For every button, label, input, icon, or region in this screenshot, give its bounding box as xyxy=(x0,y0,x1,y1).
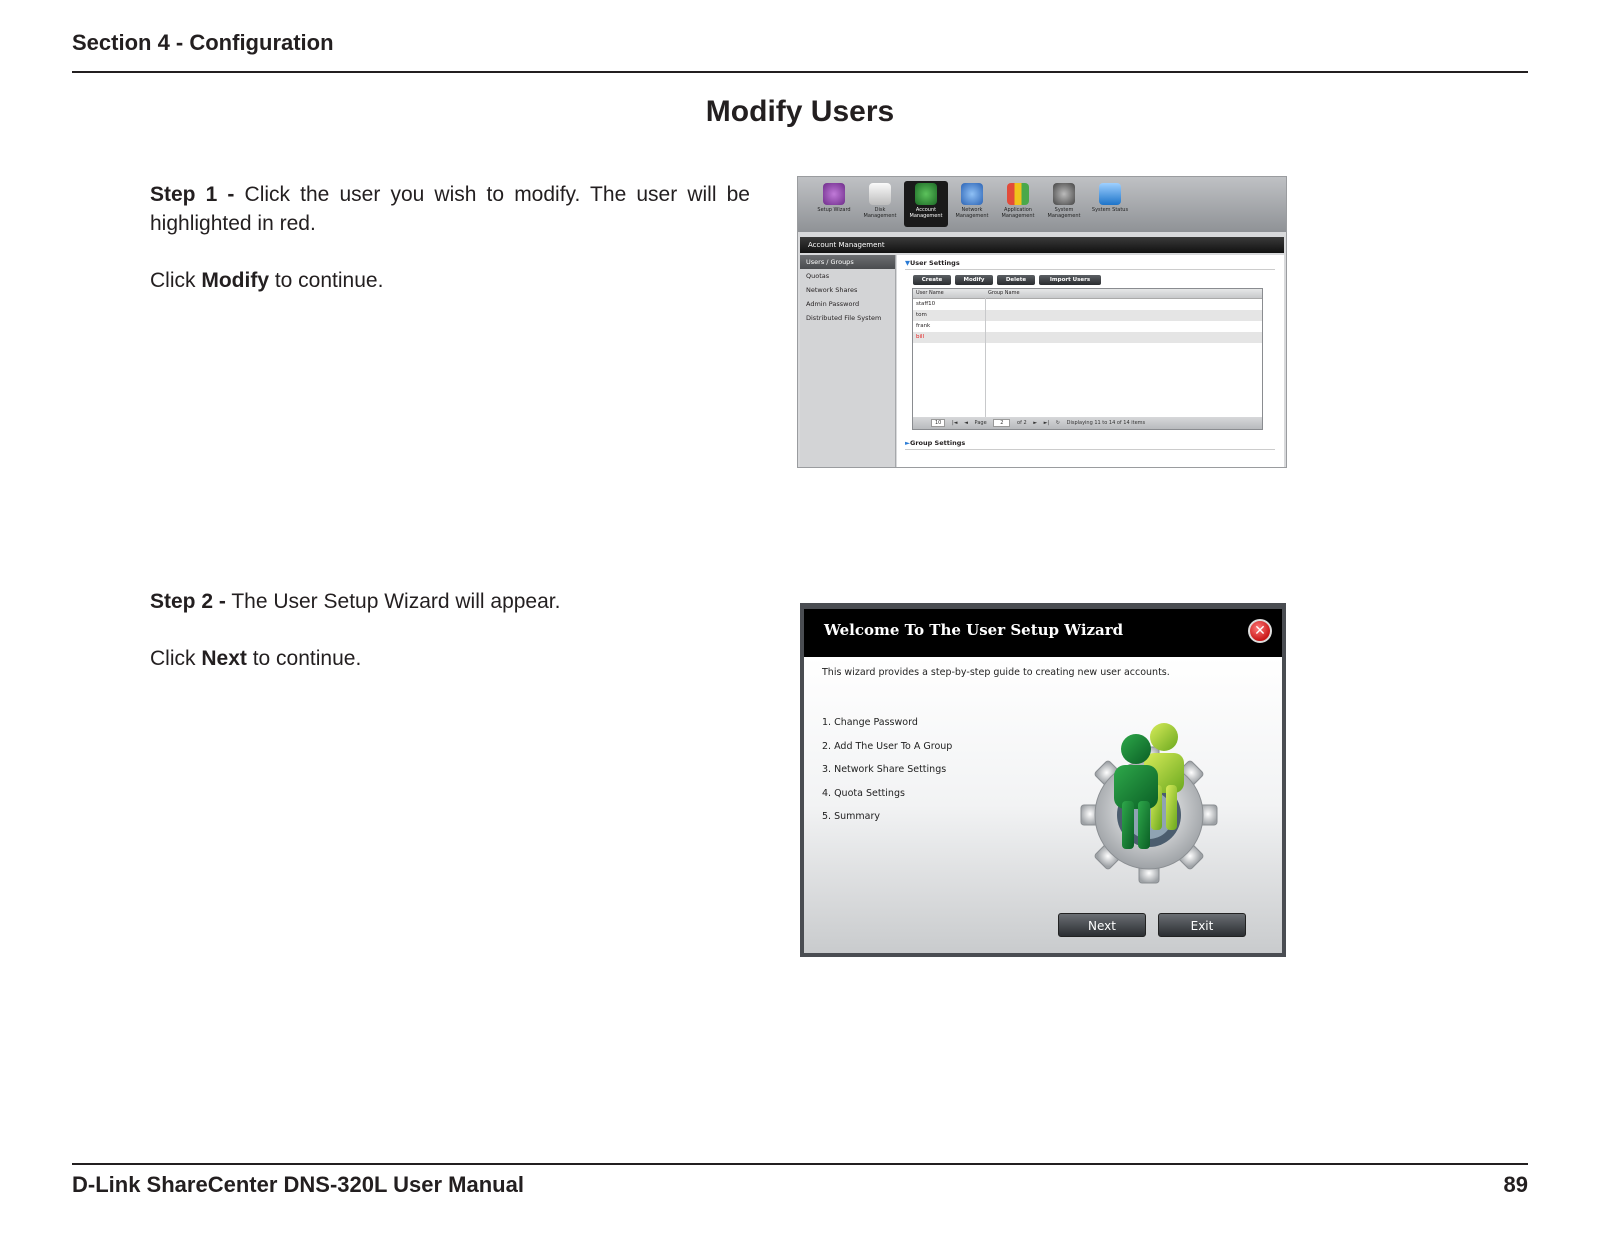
toolbar-label: Application Management xyxy=(1001,207,1035,219)
row-user-name: bill xyxy=(916,334,925,340)
wizard-step-item: 5. Summary xyxy=(822,811,880,822)
collapse-triangle-icon: ► xyxy=(905,439,910,447)
account-sidebar xyxy=(800,255,896,467)
system-icon xyxy=(1053,183,1075,205)
users-table xyxy=(912,288,1263,430)
table-row[interactable] xyxy=(913,321,1262,332)
exit-button[interactable]: Exit xyxy=(1158,913,1246,937)
application-icon xyxy=(1007,183,1029,205)
page-title: Modify Users xyxy=(705,95,895,128)
displaying-text: Displaying 11 to 14 of 14 items xyxy=(1066,420,1146,426)
footer-rule xyxy=(72,1163,1528,1165)
wizard-step-item: 3. Network Share Settings xyxy=(822,764,947,775)
column-divider xyxy=(985,298,986,426)
last-page-icon[interactable]: ►| xyxy=(1043,420,1050,426)
wizard-icon xyxy=(823,183,845,205)
step2-text xyxy=(150,587,750,701)
toolbar-label: Disk Management xyxy=(863,207,897,219)
status-icon xyxy=(1099,183,1121,205)
group-settings-header[interactable] xyxy=(905,439,965,447)
row-user-name: staff10 xyxy=(916,301,936,307)
step1-label: Step 1 - xyxy=(150,183,235,206)
page-input[interactable]: 2 xyxy=(993,419,1010,427)
toolbar-system-status[interactable] xyxy=(1088,181,1132,227)
refresh-icon[interactable]: ↻ xyxy=(1055,420,1060,426)
page-of: of 2 xyxy=(1017,420,1027,426)
column-group-name[interactable]: Group Name xyxy=(988,290,1020,296)
wizard-intro: This wizard provides a step-by-step guide to creating new user accounts. xyxy=(822,667,1170,678)
toolbar-account-management[interactable] xyxy=(904,181,948,227)
user-settings-panel xyxy=(897,255,1284,467)
next-page-icon[interactable]: ► xyxy=(1033,420,1038,426)
wizard-title-bar xyxy=(804,609,1282,657)
toolbar-label: System Management xyxy=(1047,207,1081,219)
wizard-title: Welcome To The User Setup Wizard xyxy=(824,621,1124,639)
table-row[interactable] xyxy=(913,310,1262,321)
expand-triangle-icon: ▼ xyxy=(905,259,910,267)
per-page-select[interactable]: 10 xyxy=(931,419,945,427)
close-icon[interactable]: ✕ xyxy=(1248,619,1272,643)
section-divider xyxy=(905,449,1275,450)
users-gear-icon xyxy=(1074,715,1224,885)
modify-button[interactable]: Modify xyxy=(955,275,993,285)
account-management-screenshot xyxy=(797,176,1287,468)
sidebar-item-network-shares[interactable]: Network Shares xyxy=(806,286,858,294)
step2-click-suffix: to continue. xyxy=(246,647,362,670)
create-button[interactable]: Create xyxy=(913,275,951,285)
step1-click-prefix: Click xyxy=(150,269,202,292)
toolbar-application-management[interactable] xyxy=(996,181,1040,227)
user-setup-wizard-screenshot xyxy=(800,603,1286,957)
group-settings-label: Group Settings xyxy=(910,439,966,447)
disk-icon xyxy=(869,183,891,205)
import-users-button[interactable]: Import Users xyxy=(1039,275,1101,285)
page-number: 89 xyxy=(1503,1172,1528,1197)
first-page-icon[interactable]: |◄ xyxy=(951,420,958,426)
step1-click-suffix: to continue. xyxy=(269,269,384,292)
step1-text xyxy=(150,180,750,323)
wizard-body xyxy=(804,657,1282,953)
wizard-step-item: 4. Quota Settings xyxy=(822,787,905,799)
toolbar-label: System Status xyxy=(1091,207,1129,213)
sidebar-item-dfs[interactable]: Distributed File System xyxy=(806,314,882,322)
wizard-step-item: 1. Change Password xyxy=(822,717,918,728)
step2-action: Next xyxy=(201,647,247,670)
sidebar-item-quotas[interactable]: Quotas xyxy=(806,272,830,280)
toolbar-system-management[interactable] xyxy=(1042,181,1086,227)
toolbar-disk-management[interactable] xyxy=(858,181,902,227)
header-rule xyxy=(72,71,1528,73)
panel-title-bar: Account Management xyxy=(800,237,1284,253)
sidebar-item-admin-password[interactable]: Admin Password xyxy=(806,300,860,308)
toolbar-label: Account Management xyxy=(909,207,943,219)
table-pager xyxy=(913,417,1262,429)
account-icon xyxy=(915,183,937,205)
row-user-name: frank xyxy=(916,323,931,329)
toolbar-label: Setup Wizard xyxy=(817,207,851,213)
step1-action: Modify xyxy=(201,269,269,292)
user-settings-label: User Settings xyxy=(910,259,960,267)
step1-description: Click the user you wish to modify. The user will be highlighted in red. xyxy=(150,183,750,235)
column-user-name[interactable]: User Name xyxy=(916,290,944,296)
table-row-selected[interactable] xyxy=(913,332,1262,343)
toolbar-network-management[interactable] xyxy=(950,181,994,227)
table-header xyxy=(913,289,1262,299)
toolbar-label: Network Management xyxy=(955,207,989,219)
wizard-steps xyxy=(822,717,952,835)
row-user-name: tom xyxy=(916,312,927,318)
network-icon xyxy=(961,183,983,205)
step2-description: The User Setup Wizard will appear. xyxy=(225,590,561,613)
wizard-step-item: 2. Add The User To A Group xyxy=(822,740,953,752)
step2-click-prefix: Click xyxy=(150,647,202,670)
page-label: Page xyxy=(974,420,987,426)
prev-page-icon[interactable]: ◄ xyxy=(964,420,968,426)
toolbar-setup-wizard[interactable] xyxy=(812,181,856,227)
sidebar-item-users-groups[interactable]: Users / Groups xyxy=(800,255,895,269)
user-settings-header[interactable] xyxy=(905,259,960,267)
delete-button[interactable]: Delete xyxy=(997,275,1035,285)
section-header: Section 4 - Configuration xyxy=(72,30,334,55)
next-button[interactable]: Next xyxy=(1058,913,1146,937)
main-toolbar xyxy=(798,177,1286,232)
step2-label: Step 2 - xyxy=(150,590,226,613)
footer-manual-title: D-Link ShareCenter DNS-320L User Manual xyxy=(72,1172,524,1197)
section-divider xyxy=(905,269,1275,270)
table-row[interactable] xyxy=(913,299,1262,310)
